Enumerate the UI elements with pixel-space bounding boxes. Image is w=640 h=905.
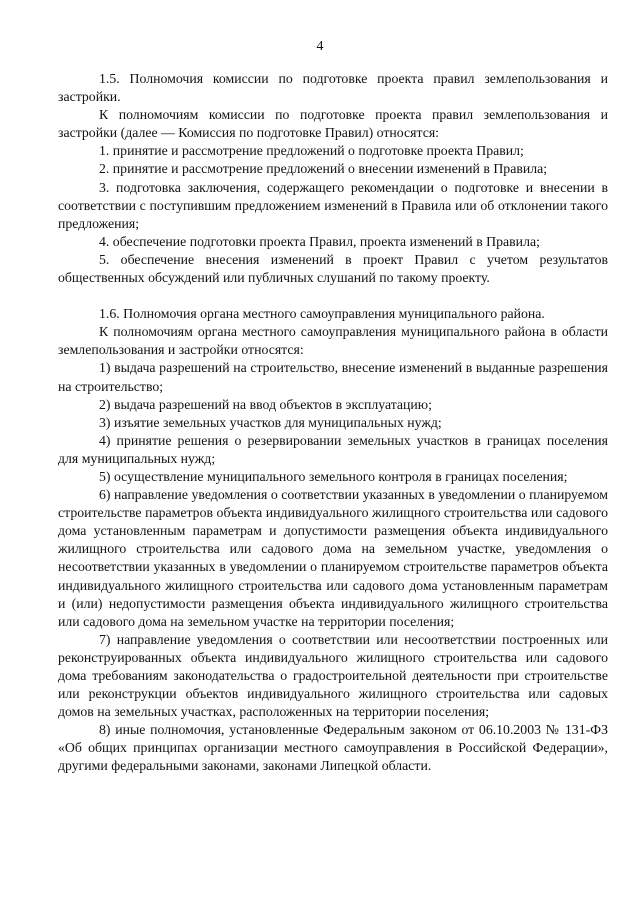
section-1-5-intro: К полномочиям комиссии по подготовке проекта правил землепользования и застройки (далее — Комиссия по подготовке Правил) относятся: <box>58 107 608 141</box>
section-1-6-item-7: 7) направление уведомления о соответствии или несоответствии построенных или реконструированных объекта индивидуального жилищного строительства или садового дома требованиям законодательства о градостроительной деятельности при строительстве или реконструкции объектов индивидуального жилищного строительства или садовых домов на земельных участках, расположенных на территории поселения; <box>58 631 608 720</box>
section-1-5-heading: 1.5. Полномочия комиссии по подготовке проекта правил землепользования и застройки. <box>58 71 608 105</box>
section-1-6-item-1: 1) выдача разрешений на строительство, внесение изменений в выданные разрешения на строительство; <box>58 360 608 394</box>
section-1-6-item-8: 8) иные полномочия, установленные Федеральным законом от 06.10.2003 № 131-ФЗ «Об общих принципах организации местного самоуправления в Российской Федерации», другими федеральными законами, законами Липецкой области. <box>58 722 608 774</box>
section-1-6-item-3: 3) изъятие земельных участков для муниципальных нужд; <box>99 414 442 430</box>
section-1-5-item-4: 4. обеспечение подготовки проекта Правил, проекта изменений в Правила; <box>99 233 540 249</box>
document-body <box>58 70 608 776</box>
page-number: 4 <box>316 38 324 53</box>
section-1-6-item-6: 6) направление уведомления о соответствии указанных в уведомлении о планируемом строительстве параметров объекта индивидуального жилищного строительства или садового дома установленным параметрам и допустимости размещения объекта индивидуального жилищного строительства или садового дома на земельном участке, уведомления о несоответствии указанных в уведомлении о планируемом строительстве параметров объекта индивидуального жилищного строительства или садового дома установленным параметрам и (или) недопустимости размещения объекта индивидуального жилищного строительства или садового дома на земельном участке на территории поселения; <box>58 487 608 629</box>
section-1-5-item-5: 5. обеспечение внесения изменений в проект Правил с учетом результатов общественных обсуждений или публичных слушаний по такому проекту. <box>58 251 608 286</box>
section-1-6-item-2: 2) выдача разрешений на ввод объектов в эксплуатацию; <box>99 396 432 412</box>
section-1-6-heading: 1.6. Полномочия органа местного самоуправления муниципального района. <box>99 306 545 322</box>
section-1-5-item-1: 1. принятие и рассмотрение предложений о подготовке проекта Правил; <box>99 143 524 159</box>
section-1-6-item-5: 5) осуществление муниципального земельного контроля в границах поселения; <box>99 468 568 484</box>
section-1-6-intro: К полномочиям органа местного самоуправления муниципального района в области землепользования и застройки относятся: <box>58 324 608 358</box>
section-1-5-item-2: 2. принятие и рассмотрение предложений о внесении изменений в Правила; <box>99 161 548 177</box>
section-1-5-item-3: 3. подготовка заключения, содержащего рекомендации о подготовке и внесении в соответствии с поступившим предложением изменений в Правила или об отклонении такого предложения; <box>58 179 608 231</box>
section-1-6-item-4: 4) принятие решения о резервировании земельных участков в границах поселения для муниципальных нужд; <box>58 432 608 466</box>
